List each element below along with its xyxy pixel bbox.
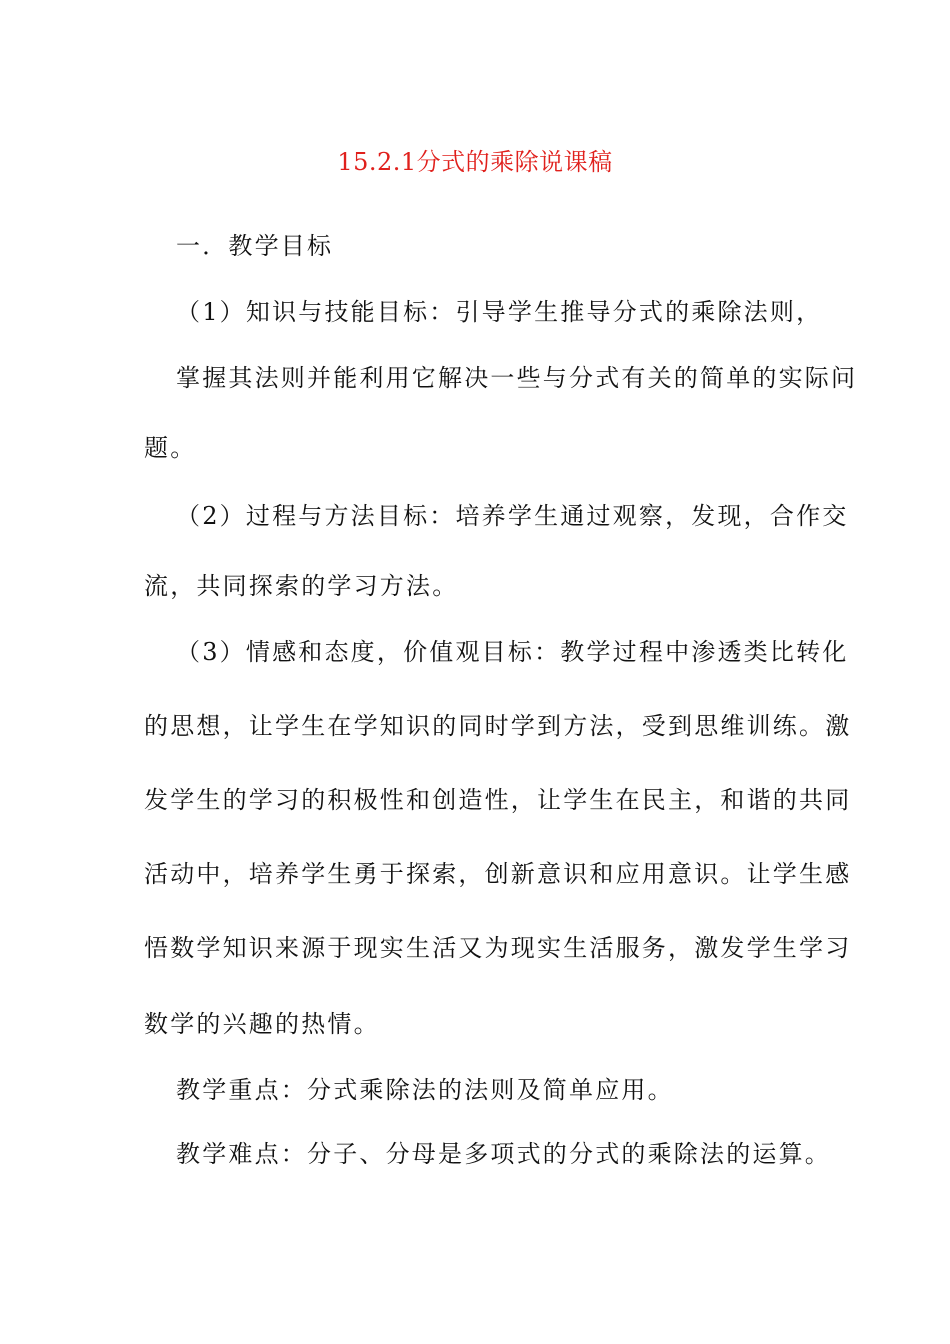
paragraph-line: 数学的兴趣的热情。: [144, 1010, 380, 1038]
paragraph-line: 题。: [144, 434, 197, 462]
difficult-point-line: 教学难点：分子、分母是多项式的分式的乘除法的运算。: [176, 1140, 831, 1168]
paragraph-line: （1）知识与技能目标：引导学生推导分式的乘除法则，: [176, 298, 823, 326]
document-title: 15.2.1分式的乘除说课稿: [337, 148, 613, 176]
paragraph-line: 流，共同探索的学习方法。: [144, 572, 459, 600]
paragraph-line: （3）情感和态度，价值观目标：教学过程中渗透类比转化: [176, 638, 849, 666]
key-point-line: 教学重点：分式乘除法的法则及简单应用。: [176, 1076, 674, 1104]
paragraph-line: （2）过程与方法目标：培养学生通过观察，发现，合作交: [176, 502, 849, 530]
paragraph-line: 发学生的学习的积极性和创造性，让学生在民主，和谐的共同: [144, 786, 852, 814]
paragraph-line: 掌握其法则并能利用它解决一些与分式有关的简单的实际问: [176, 364, 858, 392]
paragraph-line: 活动中，培养学生勇于探索，创新意识和应用意识。让学生感: [144, 860, 852, 888]
paragraph-line: 悟数学知识来源于现实生活又为现实生活服务，激发学生学习: [144, 934, 852, 962]
paragraph-line: 的思想，让学生在学知识的同时学到方法，受到思维训练。激: [144, 712, 852, 740]
section-heading-teaching-goals: 一．教学目标: [176, 232, 334, 260]
